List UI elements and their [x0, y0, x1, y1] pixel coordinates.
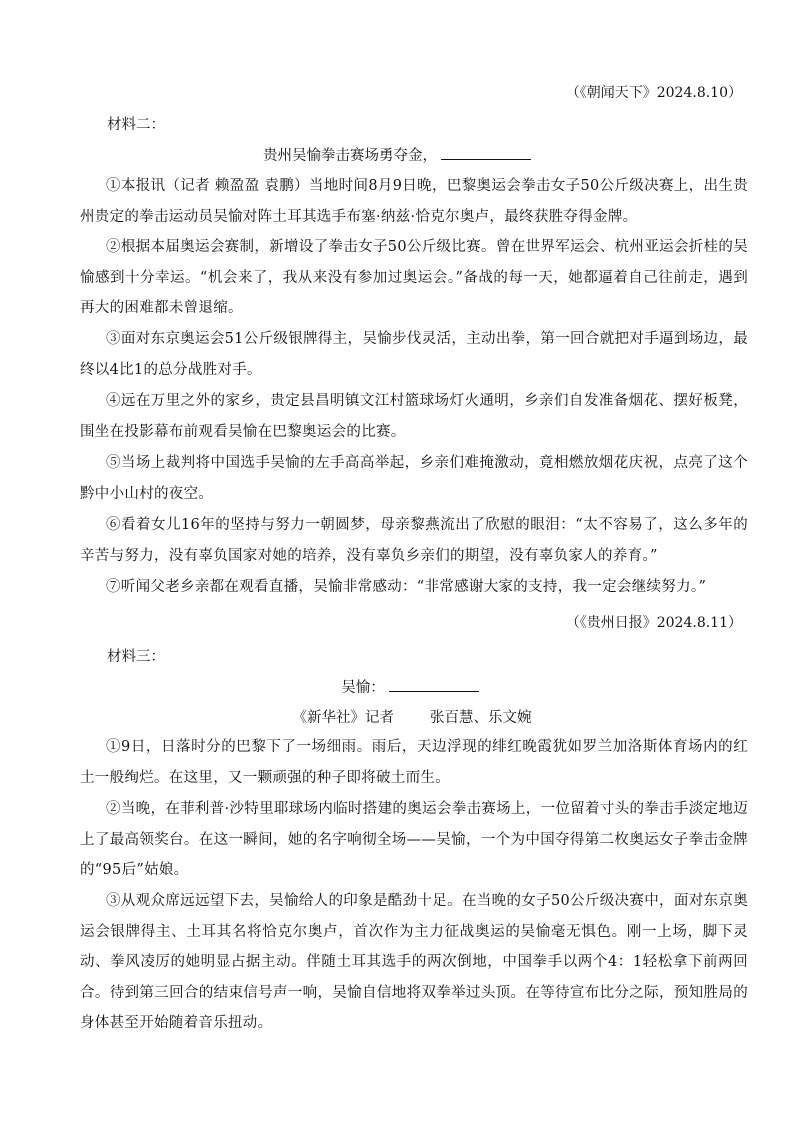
material-2-paragraph-4: ④远在万里之外的家乡，贵定县昌明镇文江村篮球场灯火通明，乡亲们自发准备烟花、摆好板凳，围坐在投影幕布前观看吴愉在巴黎奥运会的比赛。 [80, 393, 748, 440]
material-2-paragraph-7: ⑦听闻父老乡亲都在观看直播，吴愉非常感动：“非常感谢大家的支持，我一定会继续努力。” [106, 579, 707, 595]
byline-authors: 张百慧、乐文婉 [430, 710, 532, 726]
material-3-paragraph-1: ①9日，日落时分的巴黎下了一场细雨。雨后，天边浮现的绯红晚霞犹如罗兰加洛斯体育场内的红土一般绚烂。在这里，又一颗顽强的种子即将破土而生。 [80, 739, 748, 786]
fill-in-blank [389, 677, 479, 692]
source-citation-1: （《朝闻天下》2024.8.10） [565, 85, 742, 101]
material-2-label: 材料二： [107, 117, 165, 133]
material-3-label: 材料三： [107, 649, 165, 665]
material-3-paragraph-2: ②当晚，在菲利普·沙特里耶球场内临时搭建的奥运会拳击赛场上，一位留着寸头的拳击手淡定地迈上了最高领奖台。在这一瞬间，她的名字响彻全场——吴愉，一个为中国夺得第二枚奥运女子拳击金牌的“95后”姑娘。 [80, 801, 748, 878]
headline-text: 贵州吴愉拳击赛场勇夺金， [263, 148, 437, 164]
source-citation-2: （《贵州日报》2024.8.11） [565, 615, 742, 631]
material-3-byline [0, 706, 794, 727]
material-3-headline [0, 676, 794, 697]
material-2-paragraph-1: ①本报讯（记者 赖盈盈 袁鹏）当地时间8月9日晚，巴黎奥运会拳击女子50公斤级决赛上，出生贵州贵定的拳击运动员吴愉对阵土耳其选手布塞·纳兹·恰克尔奥卢，最终获胜夺得金牌。 [80, 178, 748, 225]
material-2-paragraph-2: ②根据本届奥运会赛制，新增设了拳击女子50公斤级比赛。曾在世界军运会、杭州亚运会折桂的吴愉感到十分幸运。“机会来了，我从来没有参加过奥运会。”备战的每一天，她都逼着自己往前走，遇到再大的困难都未曾退缩。 [80, 239, 748, 316]
fill-in-blank [441, 145, 531, 160]
material-2-headline [0, 144, 794, 165]
material-2-paragraph-3: ③面对东京奥运会51公斤级银牌得主，吴愉步伐灵活，主动出拳，第一回合就把对手逼到场边，最终以4比1的总分战胜对手。 [80, 331, 748, 378]
material-2-paragraph-5: ⑤当场上裁判将中国选手吴愉的左手高高举起，乡亲们难掩激动，竟相燃放烟花庆祝，点亮了这个黔中小山村的夜空。 [80, 455, 748, 502]
byline-agency: 《新华社》记者 [292, 710, 394, 726]
material-3-paragraph-3: ③从观众席远远望下去，吴愉给人的印象是酷劲十足。在当晚的女子50公斤级决赛中，面对东京奥运会银牌得主、土耳其名将恰克尔奥卢，首次作为主力征战奥运的吴愉毫无惧色。刚一上场，脚下灵动、拳风凌厉的她明显占据主动。伴随土耳其选手的两次倒地，中国拳手以两个4：1轻松拿下前两回合。待到第三回合的结束信号声一响，吴愉自信地将双拳举过头顶。在等待宣布比分之际，预知胜局的身体甚至开始随着音乐扭动。 [80, 893, 748, 1031]
headline-text: 吴愉： [341, 680, 385, 696]
material-2-paragraph-6: ⑥看着女儿16年的坚持与努力一朝圆梦，母亲黎燕流出了欣慰的眼泪：“太不容易了，这么多年的辛苦与努力，没有辜负国家对她的培养，没有辜负乡亲们的期望，没有辜负家人的养育。” [80, 517, 748, 564]
